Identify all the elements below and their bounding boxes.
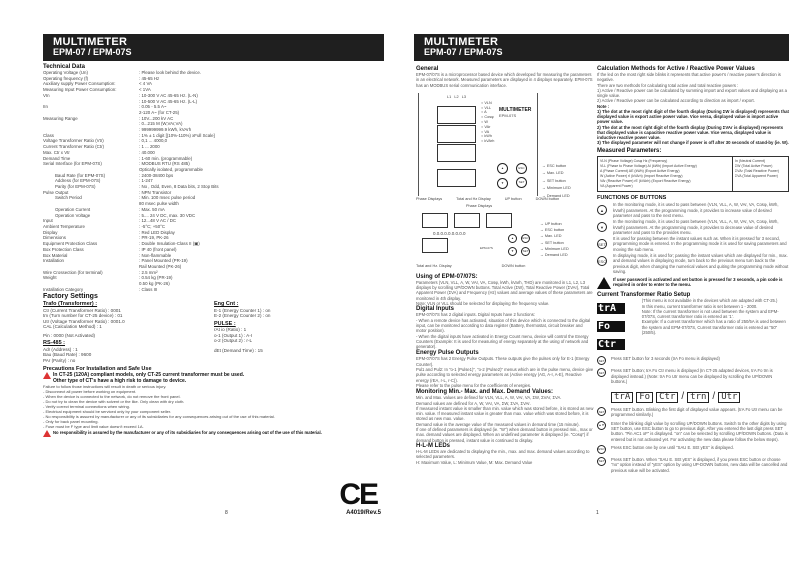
tech-key: Address (for EPM-07S) xyxy=(55,178,101,184)
button-icon: SET xyxy=(597,356,606,365)
total-display xyxy=(437,169,476,187)
using-title: Using of EPM-07/07S: xyxy=(416,273,478,280)
tech-value: : MODBUS RTU (RS 485) xyxy=(139,161,190,167)
tech-value: : 0.05 - 5.5 A~ xyxy=(139,104,167,110)
step-text: Enter the blinking digit value by scrolling UP/DOWN buttons. Switch to the other digits by using SET button, use ESC button to go to previous digit. After you entered the last digit press SET button. "Pin AC1 oF" is displayed. "on" can be selected by scrolling UP/DOWN buttons. (Data is entered but is not activated yet. For activating the new data please follow the below steps). xyxy=(611,420,788,442)
tech-key: Operating frequency (f) xyxy=(43,75,89,81)
left-page xyxy=(43,34,385,554)
step-text: Press SET button; trA Fo Ctr menu is displayed (In CT-25 adapted devices, trA Fo trn is displayed instead.) (Note: trA Fo Utr menu can be displayed by scrolling the UP/DOWN buttons.) xyxy=(611,368,773,384)
l2-display xyxy=(437,125,476,143)
tech-value: : 10V...200 kV AC xyxy=(139,115,174,121)
page-number-right: 1 xyxy=(596,510,599,516)
tech-key: Installation Category xyxy=(43,286,84,292)
set-button-2[interactable]: SET xyxy=(521,247,530,256)
monitoring-text xyxy=(416,395,594,443)
digital-text xyxy=(416,312,594,349)
tech-key: Equipment Protection Class xyxy=(43,241,98,247)
tech-value: : 5.... 24 V DC, max. 30 VDC xyxy=(139,212,196,218)
list-item: Ctr (Current Transformer Ratio) : 0001 xyxy=(43,307,121,313)
demand-setting: dEt (Demand Time) : 15 xyxy=(214,347,263,353)
title: MULTIMETER xyxy=(424,36,499,48)
list-item: W (Active Power) rI (kVArh) (Import Reactive Energy) xyxy=(600,174,683,179)
right-header-bar xyxy=(414,34,789,61)
callout-label: → Demand LED xyxy=(542,193,570,198)
list-item: In this menu, current transformer ratio is set between 1 - 2000. xyxy=(641,303,758,309)
button-icon: ▲▼ xyxy=(597,421,606,430)
measured-params-table xyxy=(597,156,789,192)
function-item xyxy=(597,202,789,218)
step-text: Press SET button. Blinking the first digit of displayed value appears. (trA Fo Utr menu can be programmed similarly.) xyxy=(611,407,783,418)
precautions-list xyxy=(43,384,385,429)
warning-icon xyxy=(597,277,611,289)
tech-value: : Min. 100 msec pulse period xyxy=(139,195,196,201)
tech-value: Optically isolated, programmable xyxy=(139,166,203,172)
tech-key: Pulse Output xyxy=(43,189,69,195)
pulse-outputs-title: Energy Pulse Outputs xyxy=(416,350,479,357)
tech-key: Input xyxy=(43,218,53,224)
tech-key: Weight xyxy=(43,275,57,281)
digital-title: Digital Inputs xyxy=(416,306,454,313)
tech-key: Measuring Range xyxy=(43,115,78,121)
list-item: - When the digital inputs have activated in Energy Count menu, device will control the Energy Counters (Example: It is used for measuring of energy separately at the using of network and generator). xyxy=(416,333,589,350)
button-icon: SET xyxy=(597,368,606,377)
tech-value: : Non-flammable xyxy=(139,252,172,258)
tech-key: Installation xyxy=(43,258,64,264)
right-col-1 xyxy=(416,66,594,465)
list-item: Please refer to the pulse menu for the coefficients of energies. xyxy=(416,382,532,388)
digits-row: 0.0.0.0.0.0.0.0.0 xyxy=(433,230,466,236)
hlm-title: H-L-M LEDs xyxy=(416,442,450,449)
tech-data-list xyxy=(43,70,385,292)
tech-key: Baud Rate (for EPM-07S) xyxy=(55,172,106,178)
phase-display-2 xyxy=(454,213,480,228)
tech-value: : No , Odd, Even, 8 Data bits, 2 Stop Bits xyxy=(139,184,219,190)
callout-label: → ESC button xyxy=(540,228,565,233)
callout-label: → Max. LED xyxy=(542,171,564,176)
tech-value: 2-120 A~ (for CT-25) xyxy=(139,109,180,115)
rs485-list xyxy=(43,347,214,364)
tech-value: : -5°C; +50°C xyxy=(139,223,166,229)
measured-params-col-a xyxy=(598,157,733,191)
setup-step xyxy=(597,457,789,473)
led-label: ○ VLN xyxy=(481,100,492,105)
list-item: 1) Active / Reactive power can be calculated by summing import and export values and displaying as a single value. xyxy=(597,87,787,99)
tech-key: Parity (for EPM-07S) xyxy=(55,184,96,190)
tech-value: : 1-60 min. (programmable) xyxy=(139,155,193,161)
list-item: Demand value is the average value of the measured values in demand time (15 minute). xyxy=(416,421,580,427)
callout-label: Total and Hz. Display xyxy=(416,263,452,268)
tech-value: : 2400-38400 bps xyxy=(139,172,174,178)
set-button[interactable]: SET xyxy=(516,177,527,188)
setup-step xyxy=(597,368,789,384)
notes-list xyxy=(597,109,789,145)
list-item: CAL (Calculation Method) : 1 xyxy=(43,324,102,330)
callout-label: → SET button xyxy=(540,240,564,245)
warning-icon xyxy=(43,430,51,437)
callout-label: → ESC button xyxy=(542,163,567,168)
list-item: 2) Active / Reactive power can be calculated according to direction as import / export. xyxy=(597,98,755,104)
function-text: It is used for passing between the instant values such as. When it is pressed for 3 second, programming mode is entered. In the programming mode it is used for saving parameters and moving the sub menu. xyxy=(613,236,787,252)
functions-list xyxy=(597,202,789,274)
eng-list xyxy=(214,308,385,319)
button-icon: SET xyxy=(597,457,606,466)
phase-display-1 xyxy=(422,213,448,228)
tech-key: Ambient Temperature xyxy=(43,223,85,229)
tech-value: : PR-19, PK-26 xyxy=(139,235,169,241)
warning-ct25 xyxy=(43,372,385,384)
button-icon: ESC xyxy=(597,445,606,454)
tech-value: : Class III xyxy=(139,286,158,292)
led-label: ○ W xyxy=(481,120,488,125)
list-item: o-2 (Output 2) : r-L xyxy=(214,338,253,344)
ce-mark: CE xyxy=(339,478,377,511)
list-item: Bau (Baud Rate) : 9600 xyxy=(43,352,92,358)
list-item: - Only for back panel mounting. xyxy=(43,419,99,425)
lines-label: L1 L2 L3 xyxy=(447,94,466,99)
led-label: ○ VLL xyxy=(481,105,492,110)
measured-params-title: Measured Parameters: xyxy=(597,148,662,155)
function-text: In the monitoring mode, it is used to pass between (VLN, VLL, A, W, VAr, VA, Cosφ, kWh, kVarh) parameters. At the programming mode, it provides to increase value of desired parameter and pass to the next menu. xyxy=(613,202,779,218)
segment-cell: Fo xyxy=(636,392,653,403)
list-item: tm (Turn number for CT-25 device) : 01 xyxy=(43,313,123,319)
l3-display xyxy=(437,144,476,162)
calc-text xyxy=(597,72,789,104)
factory-settings xyxy=(43,302,385,363)
list-item: H-L-M LEDs are dedicated to displaying the min., max. and max. demand values according to selected parameters. xyxy=(416,448,590,460)
tech-value: : 10-300 V AC 45-65 Hz. (L-N) xyxy=(139,92,198,98)
tech-key: VIn xyxy=(43,92,50,98)
up-button[interactable]: ▲ xyxy=(497,163,508,174)
factory-title: Factory Settings xyxy=(43,293,98,301)
left-header-bar xyxy=(43,34,384,61)
segment-cell: Ctr xyxy=(656,392,678,403)
ctr-text xyxy=(642,298,789,352)
list-item: VLL (Phase to Phase Voltage) AI (kWh) (Import Active Energy) xyxy=(600,164,697,169)
list-item: There are two methods for calculating total active and total reactive powers : xyxy=(597,82,739,88)
segment-display: Ctr xyxy=(597,339,625,350)
tech-key: Serial Interface (for EPM-07S) xyxy=(43,161,102,167)
pulse-list xyxy=(214,327,385,344)
list-item: 3) The displayed parameter will not change if power is off after 30 seconds of stand-by (ie. W). xyxy=(597,140,789,146)
list-item: VAr (Reactive Power) rE (kVArh) (Export Reactive Energy) xyxy=(600,179,691,184)
list-item: o-1 (Output 1) : A-I xyxy=(214,332,253,338)
tech-key: Measuring Input Power Consumption: xyxy=(43,87,117,93)
calc-title: Calculation Methods for Active / Reactive Power Values xyxy=(597,66,755,72)
tech-value: : 10-500 V AC 45-65 Hz. (L-L) xyxy=(139,98,198,104)
tech-value: : 0.54 kg (PR-19) xyxy=(139,275,173,281)
list-item: - Do not try to clean the device with solvent or the like. Only clean with dry cloth. xyxy=(43,399,185,405)
eng-title: Eng Cnt : xyxy=(214,301,239,308)
segment-cell: trn xyxy=(687,392,709,403)
phase-display-3 xyxy=(486,213,512,228)
tech-value: : NPN Transistor xyxy=(139,189,172,195)
pulse-outputs-text xyxy=(416,356,594,388)
panel-brand: MULTIMETER xyxy=(499,106,532,113)
tech-value: : 2.5 mm² xyxy=(139,269,158,275)
list-item: Demand values are defined for A, W, VAr, VA, ΣW, ΣVA, ΣVAr. xyxy=(416,400,531,406)
tech-key: Dimensions xyxy=(43,235,66,241)
callout-label: → Minimum LED xyxy=(540,246,569,251)
segment-display-stack xyxy=(597,298,639,352)
step-text: Press SET button for 3 seconds (trA Fo menu is displayed) xyxy=(611,356,720,362)
list-item: rAt io (Ratio) : 1 xyxy=(214,327,247,333)
page-number-left: 8 xyxy=(225,510,228,516)
tech-key: Class xyxy=(43,132,54,138)
setup-steps xyxy=(597,356,789,473)
up-button-2[interactable]: ▲ xyxy=(508,234,517,243)
tech-key: Operation Current xyxy=(55,206,91,212)
setup-step xyxy=(597,421,789,442)
tech-value: < 4 VA xyxy=(139,81,152,87)
factory-col-right xyxy=(214,302,385,363)
list-item: H: Maximum Value, L: Minimum Value, M: Max. Demand Value xyxy=(416,459,533,465)
right-col-2 xyxy=(597,66,789,473)
list-item: Pul1 and Pul2: In "o-1 (Pulse1)", "o-2 (Pulse2)" menus which are in the pulse menu, device give pulse according to selected energy parameters as (Active energy (AG, A-I, A-E), Reactive energy (rEA, r-L, r-C)). xyxy=(416,367,594,383)
list-item: VA (Apparent Power) xyxy=(600,184,633,189)
tech-value: : 0,1 ... 4000,0 xyxy=(139,138,168,144)
step-text: Press ESC button one by one until "SAU E. SEt yES" is displayed. xyxy=(611,444,734,450)
pulse-title: PULSE : xyxy=(214,320,236,327)
button-icon: SET xyxy=(597,239,607,249)
list-item: (This menu is not available in the devices which are adapted with CT-25.) xyxy=(641,298,778,304)
l1-display xyxy=(437,106,476,124)
list-item: Example: If a current transformer which has a ratio of 250/5A is used between the system and EPM-07/07S, Current transformer ratio is entered as "50" (250/5). xyxy=(641,319,786,336)
callout-label: → Minimum LED xyxy=(542,186,571,191)
title: MULTIMETER xyxy=(53,36,128,48)
tech-key: Operation Voltage xyxy=(55,212,91,218)
step-text: Press SET button. When "SAU E. SEt yES" is displayed, if you press ESC button or choose "no" option instead of "yES" option by using UP-DOWN buttons, new data will be cancelled and previous value will be activated. xyxy=(611,456,788,473)
list-item: If the led on the most right side blinks it represents that active power's / reactive power's direction is negative. xyxy=(597,72,781,83)
callout-label: Phase Displays xyxy=(416,196,443,201)
panel-model: EPM-07S xyxy=(499,112,517,118)
note-label: Note : xyxy=(597,103,610,109)
warning-text-3: No responsibility is assured by the manufacturer or any of its subsidiaries for any consequences arising out of the use of this material. xyxy=(53,430,322,436)
callout-label: Total and Hz Display xyxy=(456,196,491,201)
list-item: PAr (Parity) : no xyxy=(43,357,76,363)
list-item: - No responsibility is assured by manufacturer or any of its subsidiaries for any consequences arising out of the use of this material. xyxy=(43,414,275,420)
ctr-section xyxy=(597,298,789,352)
tech-key: Box Protection Class xyxy=(43,246,84,252)
list-item: - When a remote device has activated, situation of this device which is connected to the digital input, can be monitored according to data register (Battery, thermostat, circuit breaker and motor position). xyxy=(416,317,591,334)
list-item: If one of defined parameters is displayed (ie. "W") when demand button is pressed min., max or max. demand values are displayed. When an undefined parameter is displayed (ie. "Cosφ") if demand button is pressed, instant value is continued to display. xyxy=(416,427,593,443)
tech-value: : 999999999.9 kWh, kVArh xyxy=(139,127,192,133)
down-button-2[interactable]: ▼ xyxy=(508,247,517,256)
tech-value: : 40.000 xyxy=(139,149,155,155)
precautions-title: Precautions For Installation and Safe Use xyxy=(43,366,152,373)
tech-value: : 1-247 xyxy=(139,178,153,184)
list-item: E-1 (Energy Counter 1) : on xyxy=(214,307,271,313)
factory-col-left xyxy=(43,302,214,363)
button-icon: ▼ xyxy=(597,222,607,232)
tech-key: Wire Crossection (for terminal) xyxy=(43,269,103,275)
general-text: EPM-07/07S is a microprocessor based device which developed for measuring the parameters in an electrical network. Measured parameters are displayed in 4 displays separately. EPM-07S has an MODBUS serial communication interface. xyxy=(416,72,593,88)
list-item: VLN (Phase Voltage) Cosφ Hz (Frequency) xyxy=(600,159,668,164)
list-item: Adr (Address) : 1 xyxy=(43,346,78,352)
list-item: - Verify correct terminal connections when wiring. xyxy=(43,404,130,410)
using-text: Parameters (VLN, VLL, A, W, VAr, VA, Cosφ, kWh, kVarh, THD) are monitored in L1, L2, L3 displays by scrolling UP/DOWN buttons. Total Active (ΣW), Total Reactive Power (ΣVAr), Total Apparent Power (ΣVA) and Frequency (Hz) values and average values of these parameters are monitored in 4th display. xyxy=(416,279,593,301)
list-item: 2) The dot at the most right digit of the fourth display (During ΣVAr is displayed) represents that displayed value is capacitive reactive power value. Vice versa, displayed value is inductive reactive power value. xyxy=(597,124,784,140)
callout-label: DOWN button xyxy=(501,263,526,268)
segment-cell: trA xyxy=(611,392,633,403)
tech-key: Switch Period xyxy=(55,195,82,201)
tech-row xyxy=(43,287,385,293)
setup-step xyxy=(597,445,789,454)
led-label: ○ Cosφ xyxy=(481,115,494,120)
list-item: - Fuse must be F type and limit value doesn't exceed 1A. xyxy=(43,424,144,430)
list-item: ΣW (Total Active Power) xyxy=(735,164,773,169)
front-panel-diagram-2 xyxy=(418,203,569,263)
tech-value: : 1% ± 1 digit [(10%-110%) xFull Scale] xyxy=(139,132,215,138)
trafo-title: Trafo (Transformer) : xyxy=(43,301,98,308)
list-item: If measured instant value is smaller than min. value which was stored before, it is stored as new min. value. If measured instant value is greater than max. value which was stored before, it is stored as new max. value. xyxy=(416,405,594,422)
warning-responsibility xyxy=(43,430,385,437)
tech-key: Demand Time xyxy=(43,155,71,161)
list-item: ΣVA (Total Apparent Power) xyxy=(735,174,778,179)
tech-value: < 1VA xyxy=(139,87,151,93)
warning-icon xyxy=(43,372,51,379)
pin-setting: Pin : 0000 (Not Activated) xyxy=(43,332,96,338)
diagram-2-labels xyxy=(540,221,569,258)
led-label: ○ VA xyxy=(481,129,490,134)
diagram-2-bottom-labels xyxy=(416,264,594,268)
phase-displays-label: Phase Displays xyxy=(466,203,493,208)
tech-value: Rail Mounted (PK-26) xyxy=(139,263,182,269)
callout-label: → Max. LED xyxy=(540,234,562,239)
list-item: Utr (Voltage Transformer Ratio) : 0001.0 xyxy=(43,318,125,324)
segment-display: Fo xyxy=(597,321,625,332)
list-item: ΣVAr (Total Reactive Power) xyxy=(735,169,779,174)
list-item: Failure to follow those instructions will result in death or serious injury. xyxy=(43,384,167,390)
down-button[interactable]: ▼ xyxy=(497,178,508,189)
ctr-title: Current Transformer Ratio Setup xyxy=(597,292,691,299)
led-label: ○ VAr xyxy=(481,124,491,129)
right-page xyxy=(414,34,789,554)
function-item xyxy=(597,219,789,235)
led-labels xyxy=(481,101,494,144)
tech-key: IIn xyxy=(43,104,48,110)
esc-button-2[interactable]: ESC xyxy=(521,234,530,243)
button-icon: ▲ xyxy=(597,205,607,215)
tech-value: : Max. 50 mA xyxy=(139,206,165,212)
segment-cell: / xyxy=(712,391,716,403)
function-item xyxy=(597,253,789,274)
panel-model-2: EPM-07S xyxy=(480,245,493,250)
general-title: General xyxy=(416,66,439,72)
esc-button[interactable]: ESC xyxy=(516,163,527,174)
using-note: Note: VLN or VLL should be selected for displaying the frequency value. xyxy=(416,301,550,307)
setup-step xyxy=(597,407,789,418)
diagram-1-bottom-labels xyxy=(416,197,594,201)
button-icon: ESC xyxy=(597,256,607,266)
tech-value: 80 msec pulse width xyxy=(139,201,179,207)
warning-text-1: In CT-25 (120A) compliant models, only CT-25 current transformer must be used. xyxy=(53,372,245,379)
callout-label: UP button xyxy=(504,196,522,201)
warning-text-2: Other type of CT's have a high risk to damage to device. xyxy=(53,378,187,385)
tech-value: : 0...215 M (W,VAr,VA) xyxy=(139,121,183,127)
diagram-1-labels xyxy=(542,163,571,201)
list-item: 1) The dot at the most right digit of the fourth display (During ΣW is displayed) represents that displayed value is export active power value. Vice versa, displayed value is import active power value. xyxy=(597,108,789,125)
button-icon: SET xyxy=(597,407,606,416)
hlm-text xyxy=(416,449,594,465)
led-label: ○ kWh xyxy=(481,134,492,139)
callout-label: → SET button xyxy=(542,178,566,183)
list-item: In (Neutral Current) xyxy=(735,159,766,164)
subtitle: EPM-07 / EPM-07S xyxy=(424,47,503,57)
tech-value: : Double Insulation-Class II (▣) xyxy=(139,241,200,247)
tech-key: Voltage Transformer Ratio (Vtr) xyxy=(43,138,104,144)
tech-value: 0.50 kg (PK-26) xyxy=(139,281,170,287)
led-label: ○ kVArh xyxy=(481,139,495,144)
rs485-title: RS-485 : xyxy=(43,340,66,347)
tech-key: Current Transformer Ratio (Ctr) xyxy=(43,144,104,150)
tech-value: : 1 ... 2000 xyxy=(139,144,160,150)
list-item: E-2 (Energy Counter 2) : on xyxy=(214,313,271,319)
pin-warning-text: If user password is activated and set button is pressed for 3 seconds, a pin code is required in order to enter to the menu. xyxy=(613,277,783,288)
tech-key: Auxiliary supply Power Consumption: xyxy=(43,81,116,87)
subtitle: EPM-07 / EPM-07S xyxy=(53,47,132,57)
tech-value: : 45-65 Hz xyxy=(139,75,160,81)
list-item: - Electrical equipment should be serviced only by your component seller. xyxy=(43,409,172,415)
callout-label: → UP button xyxy=(540,221,562,226)
setup-step xyxy=(597,356,789,365)
segment-cell: Utr xyxy=(718,392,740,403)
list-item: EPM-07/07S has 2 digital inputs. Digital Inputs have 2 functions: xyxy=(416,312,535,318)
revision: A4019/Rev.5 xyxy=(346,510,381,516)
list-item: Note: If the current transformer is not used between the system and EPM-07/07S, current transformer ratio is entered as '1'. xyxy=(641,308,779,320)
list-item: - Disconnect all power before working on equipment. xyxy=(43,389,137,395)
segment-row xyxy=(611,386,789,404)
callout-label: DOWN button xyxy=(535,196,560,201)
callout-label: → Demand LED xyxy=(540,252,568,257)
tech-value: : Panel Mounted (PR-19) xyxy=(139,258,188,264)
segment-display: trA xyxy=(597,303,625,314)
monitoring-title: Monitoring Min.- Max. and Max. Demand Values: xyxy=(416,389,554,396)
led-label: ○ A xyxy=(481,110,487,115)
segment-cell: / xyxy=(681,391,685,403)
tech-key: Display xyxy=(43,229,58,235)
function-text: In displaying mode, it is used for; passing the instant values which are displayed for min., max. and demand values in displaying mode, turn back to the previous menu turn back to the previous digit, when changing the numerical values and quiting the programming mode without saving. xyxy=(613,253,789,274)
trafo-list xyxy=(43,308,214,330)
function-text: In the monitoring mode, it is used to pass between (VLN, VLL, A, W, VAr, VA, Cosφ, kWh, kVarh) parameters. At the programming mode, it provides to decrease value of desired parameter and pass to the provides menu. xyxy=(613,219,779,235)
list-item: A (Phase Current) AE (kWh) (Export Active Energy) xyxy=(600,169,680,174)
tech-title: Technical Data xyxy=(43,64,85,70)
tech-key: Operating Voltage (Un) xyxy=(43,70,88,75)
tech-value: : 12...48 V AC / DC xyxy=(139,218,177,224)
function-item xyxy=(597,236,789,252)
list-item: EPM-07/07S has 2 Energy Pulse Outputs. These outputs give the pulses only for E-1 (Energy Counter). xyxy=(416,356,590,367)
tech-value: : Red LED Display xyxy=(139,229,175,235)
pin-warning xyxy=(597,277,789,289)
total-display-2 xyxy=(422,238,448,253)
tech-key: Max. Ctr x Vtr xyxy=(43,149,70,155)
measured-params-col-b xyxy=(733,157,788,191)
tech-key: Box Material xyxy=(43,252,68,258)
tech-value: : Please look behind the device. xyxy=(139,70,201,75)
functions-title: FUNCTIONS OF BUTTONS xyxy=(597,195,667,202)
tech-value: : IP 40 (front panel) xyxy=(139,246,177,252)
list-item: Min. and Max. values are defined for VLN, VLL, A, W, VAr, VA, ΣW, ΣVAr, ΣVA. xyxy=(416,395,562,401)
list-item: - When the device is connected to the network, do not remove the front panel. xyxy=(43,394,181,400)
front-panel-diagram-1 xyxy=(418,93,571,198)
